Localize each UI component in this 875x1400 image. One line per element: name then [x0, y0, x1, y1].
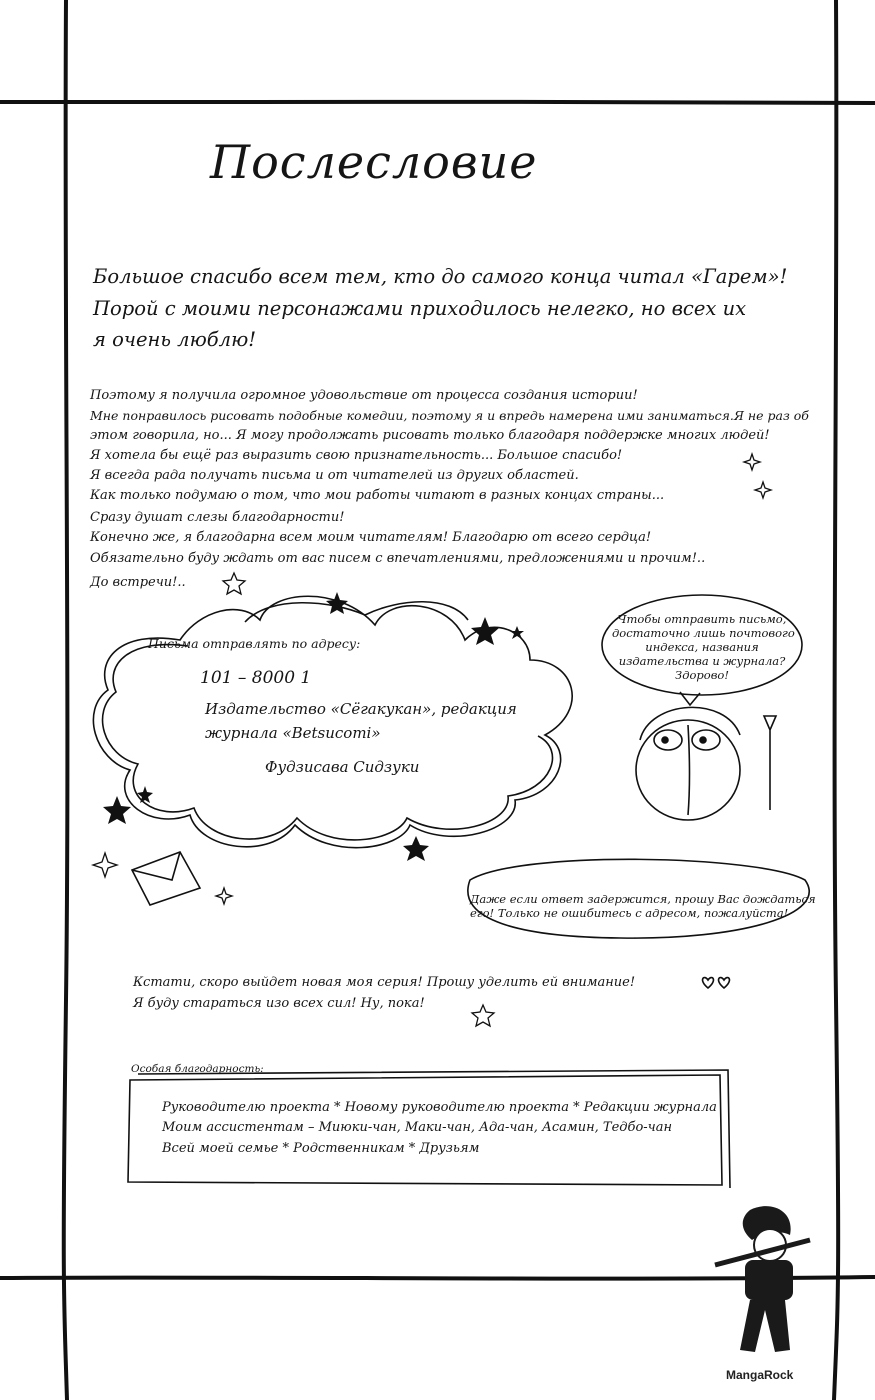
news-line-2: Я буду стараться изо всех сил! Ну, пока! — [133, 996, 425, 1011]
body-line-1: Поэтому я получила огромное удовольствие от процесса создания истории! — [90, 388, 638, 403]
star-outline-icon — [223, 573, 245, 594]
star-icon — [403, 836, 429, 861]
body-line-10: До встречи!.. — [90, 575, 186, 590]
star-icon — [510, 626, 524, 639]
bubble-bottom-line-1: Даже если ответ задержится, прошу Вас дождаться — [470, 892, 816, 906]
intro-line-1: Большое спасибо всем тем, кто до самого конца читал «Гарем»! — [93, 265, 788, 288]
cloud-outline — [93, 596, 572, 847]
body-line-7: Сразу душат слезы благодарности! — [90, 510, 345, 525]
thanks-line-3: Всей моей семье * Родственникам * Друзьям — [162, 1141, 480, 1156]
thanks-line-1: Руководителю проекта * Новому руководителю проекта * Редакции журнала — [162, 1100, 717, 1115]
bubble-top-line-5: Здорово! — [675, 668, 729, 682]
bubble-top-line-3: индекса, названия — [645, 640, 759, 654]
bubble-top-line-4: издательства и журнала? — [618, 654, 786, 668]
sparkle-icon — [216, 888, 232, 904]
star-outline-icon — [472, 1005, 494, 1026]
news-line-1: Кстати, скоро выйдет новая моя серия! Прошу уделить ей внимание! — [133, 975, 636, 990]
body-line-3: этом говорила, но... Я могу продолжать рисовать только благодаря поддержке многих людей! — [90, 428, 770, 443]
body-line-9: Обязательно буду ждать от вас писем с впечатлениями, предложениями и прочим!.. — [90, 551, 706, 566]
body-line-8: Конечно же, я благодарна всем моим читателям! Благодарю от всего сердца! — [90, 530, 652, 545]
body-line-4: Я хотела бы ещё раз выразить свою признательность... Большое спасибо! — [90, 448, 623, 463]
mangarock-mascot — [710, 1200, 820, 1370]
address-postcode: 101 – 8000 1 — [200, 668, 312, 688]
star-icon — [137, 786, 153, 803]
address-name: Фудзисава Сидзуки — [265, 758, 420, 776]
sparkle-icon — [755, 482, 771, 498]
bubble-top-line-2: достаточно лишь почтового — [612, 626, 795, 640]
body-line-5: Я всегда рада получать письма и от читателей из других областей. — [90, 468, 579, 483]
envelope-icon — [132, 852, 200, 905]
star-icon — [103, 796, 131, 824]
body-line-2: Мне понравилось рисовать подобные комедии, поэтому я и впредь намерена ими заниматься.Я не раз об — [90, 408, 809, 423]
address-line-1: Издательство «Сёгакукан», редакция — [205, 700, 517, 718]
thanks-line-2: Моим ассистентам – Миюки-чан, Маки-чан, Ада-чан, Асамин, Тедбо-чан — [162, 1120, 673, 1135]
star-icon — [326, 592, 348, 614]
mangarock-watermark: MangaRock — [726, 1368, 794, 1382]
page-title: Послесловие — [210, 135, 538, 189]
sparkle-icon — [744, 454, 760, 470]
sparkle-icon — [93, 853, 117, 877]
intro-line-3: я очень люблю! — [93, 328, 257, 351]
address-heading: Письма отправлять по адресу: — [148, 636, 361, 651]
address-line-2: журнала «Betsucomi» — [205, 724, 381, 742]
intro-line-2: Порой с моими персонажами приходилось нелегко, но всех их — [93, 297, 747, 320]
bubble-bottom-line-2: его! Только не ошибитесь с адресом, пожалуйста! — [470, 906, 789, 920]
body-line-6: Как только подумаю о том, что мои работы читают в разных концах страны... — [90, 488, 665, 503]
bubble-top-line-1: Чтобы отправить письмо, — [617, 612, 787, 626]
star-icon — [471, 617, 499, 645]
thanks-heading: Особая благодарность: — [131, 1063, 264, 1075]
